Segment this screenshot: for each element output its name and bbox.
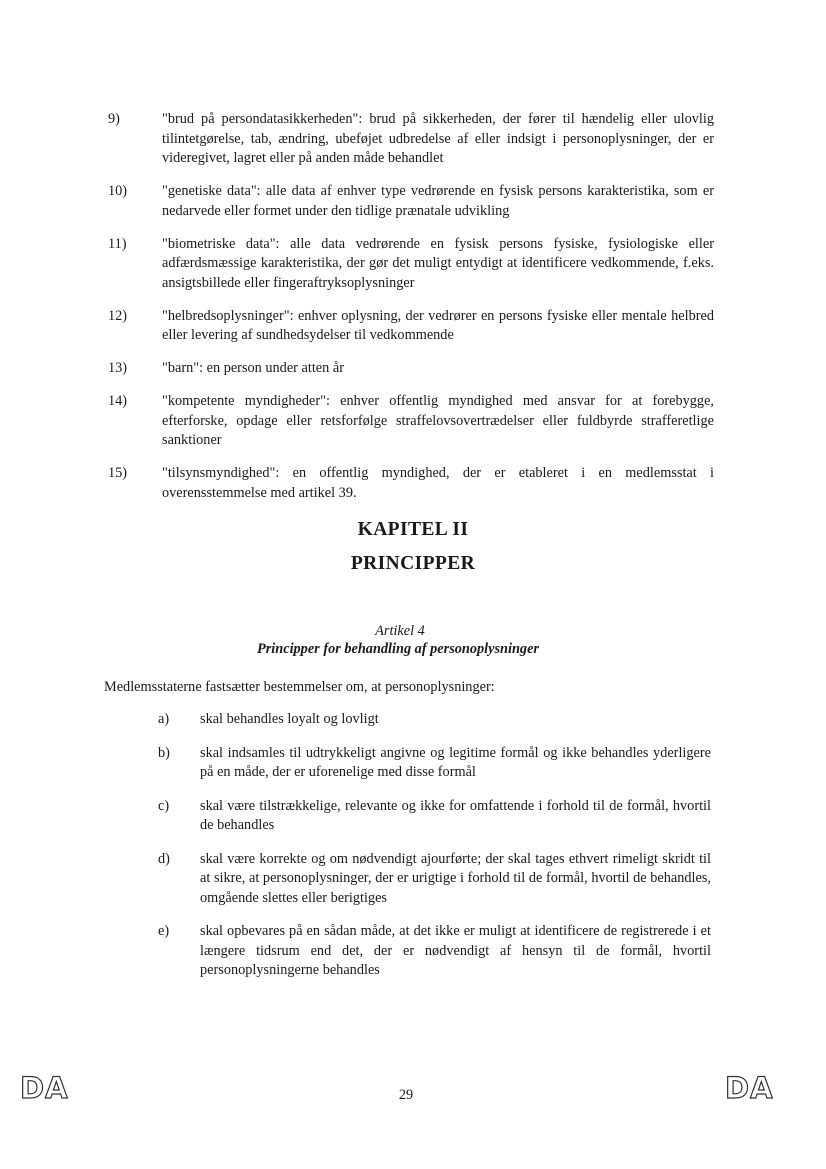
list-item <box>158 710 711 730</box>
principles-list <box>158 710 711 995</box>
page-number: 29 <box>398 1087 414 1103</box>
definition-number: 9) <box>108 111 120 127</box>
article-title: Principper for behandling af personoplysninger <box>257 641 539 657</box>
definition-item <box>108 464 714 503</box>
definition-text: "brud på persondatasikkerheden": brud på sikkerheden, der fører til hændelig eller ulovlig tilintetgørelse, tab, ændring, ubeføjet udbredelse af eller indsigt i personoplysninger, der er videregivet, lagret eller på anden måde behandlet <box>162 111 714 166</box>
definition-item <box>108 182 714 221</box>
definition-item <box>108 307 714 346</box>
chapter-number: KAPITEL II <box>357 519 469 540</box>
definition-text: "helbredsoplysninger": enhver oplysning, der vedrører en persons fysiske eller mentale helbred eller levering af sundhedsydelser til vedkommende <box>162 307 714 343</box>
definition-number: 12) <box>108 307 128 324</box>
list-item <box>158 922 711 981</box>
definition-text: "kompetente myndigheder": enhver offentlig myndighed med ansvar for at forebygge, efterforske, opdage eller retsforfølge straffelovsovertrædelser eller fuldbyrde strafferetlige sanktioner <box>162 393 714 448</box>
definition-item <box>108 110 714 169</box>
language-code-left: DA <box>20 1071 69 1105</box>
item-label: a) <box>158 711 170 727</box>
language-code-right: DA <box>725 1071 774 1105</box>
definition-number: 15) <box>108 465 128 481</box>
item-label: d) <box>158 850 170 867</box>
article-number: Artikel 4 <box>375 623 425 639</box>
definition-text: "barn": en person under atten år <box>162 360 344 376</box>
definitions-list <box>108 110 714 517</box>
item-text: skal behandles loyalt og lovligt <box>200 711 379 727</box>
item-label: c) <box>158 797 170 814</box>
definition-text: "biometriske data": alle data vedrørende en fysisk persons fysiske, fysiologiske eller adfærdsmæssige karakteristika, der gør det muligt entydigt at identificere vedkommende, f.eks. ansigtsbillede eller fingeraftryksoplysninger <box>162 235 714 291</box>
article-intro: Medlemsstaterne fastsætter bestemmelser om, at personoplysninger: <box>104 679 495 695</box>
list-item <box>158 797 711 836</box>
list-item <box>158 850 711 909</box>
definition-number: 10) <box>108 183 128 199</box>
item-label: e) <box>158 923 170 939</box>
definition-text: "tilsynsmyndighed": en offentlig myndighed, der er etableret i en medlemsstat i overensstemmelse med artikel 39. <box>162 465 714 501</box>
definition-number: 14) <box>108 393 128 409</box>
item-label: b) <box>158 744 170 761</box>
item-text: skal opbevares på en sådan måde, at det ikke er muligt at identificere de registrerede i et længere tidsrum end det, der er nødvendigt af hensyn til de formål, hvortil personoplysningerne behandles <box>200 923 711 978</box>
item-text: skal indsamles til udtrykkeligt angivne og legitime formål og ikke behandles yderligere på en måde, der er uforenelige med disse formål <box>200 744 711 780</box>
list-item <box>158 744 711 783</box>
item-text: skal være korrekte og om nødvendigt ajourførte; der skal tages ethvert rimeligt skridt til at sikre, at personoplysninger, der er urigtige i forhold til de formål, hvortil de behandles, omgående slettes eller berigtiges <box>200 850 711 906</box>
definition-item <box>108 235 714 294</box>
definition-text: "genetiske data": alle data af enhver type vedrørende en fysisk persons karakteristika, som er nedarvede eller formet under den tidlige prænatale udvikling <box>162 183 714 219</box>
item-text: skal være tilstrækkelige, relevante og ikke for omfattende i forhold til de formål, hvortil de behandles <box>200 797 711 833</box>
definition-number: 11) <box>108 235 127 252</box>
definition-item <box>108 392 714 451</box>
chapter-title: PRINCIPPER <box>350 553 476 574</box>
definition-item <box>108 359 714 379</box>
definition-number: 13) <box>108 360 128 376</box>
